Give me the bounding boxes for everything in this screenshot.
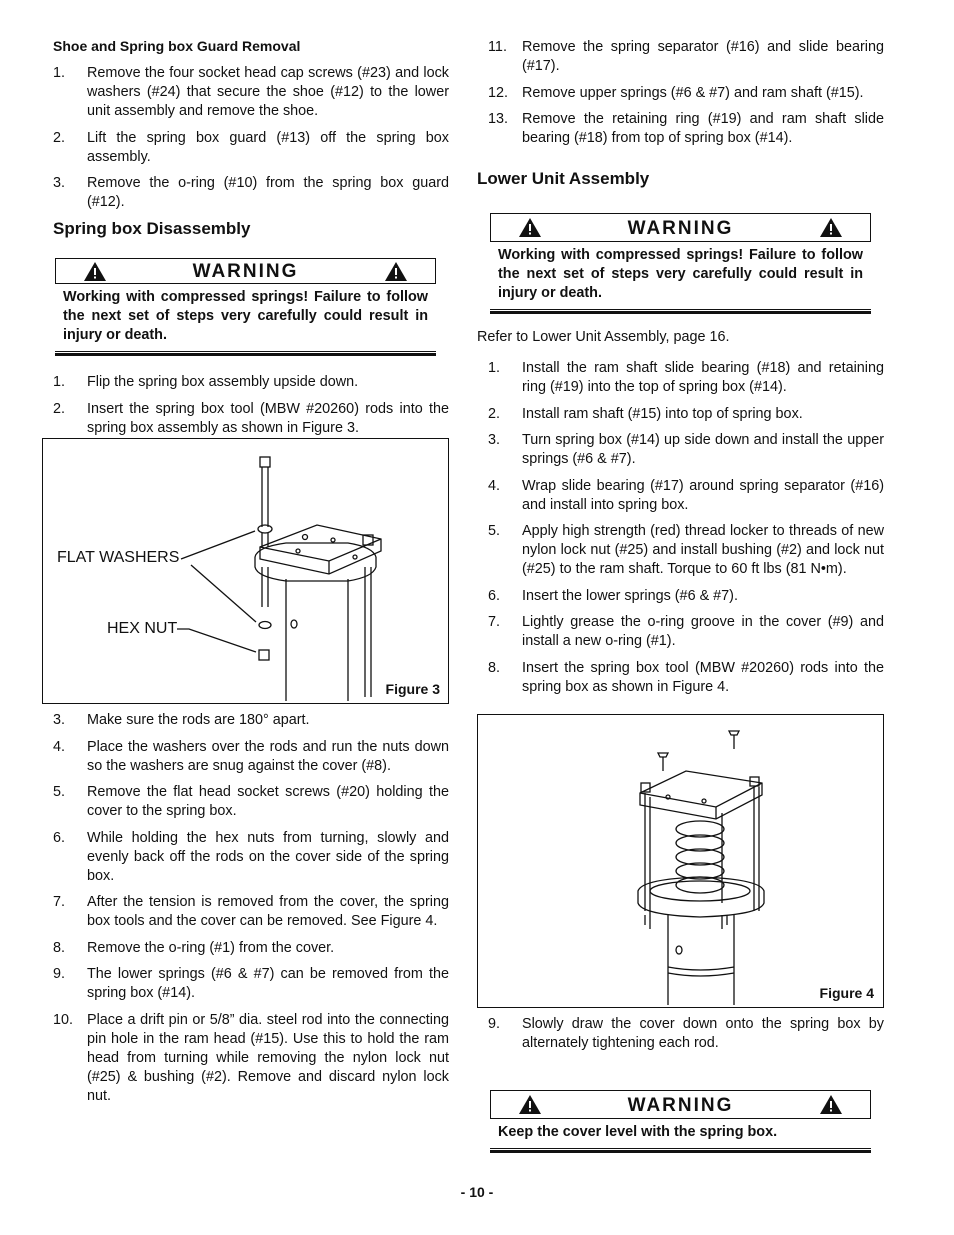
step-number: 5. — [488, 523, 501, 539]
warning-bar — [490, 1090, 871, 1119]
warning-word: WARNING — [627, 1095, 734, 1116]
step-text: Place a drift pin or 5/8” dia. steel rod into the connecting pin hole in the ram head (#15). Use this to hold the ram head from turning while removing the nylon lock nut (#25) & bushing (#2). Remove and discard nylon lock nut. — [87, 1011, 449, 1104]
step-number: 2. — [488, 405, 501, 422]
step-number: 9. — [53, 966, 66, 982]
list-item — [53, 64, 449, 121]
figure-4 — [477, 714, 884, 1008]
warning-box-cover-level — [490, 1090, 871, 1153]
list-item — [53, 829, 449, 886]
step-number: 3. — [53, 712, 66, 728]
step-text: Remove the o-ring (#10) from the spring box guard (#12). — [87, 175, 449, 210]
step-number: 4. — [488, 477, 501, 494]
step-number: 4. — [53, 738, 66, 755]
step-text: While holding the hex nuts from turning, slowly and evenly back off the rods on the cover side of the spring box. — [87, 829, 449, 884]
step-text: Lightly grease the o-ring groove in the cover (#9) and install a new o-ring (#1). — [522, 614, 884, 649]
assembly-steps-e — [488, 1015, 884, 1061]
step-text: Remove the o-ring (#1) from the cover. — [87, 939, 335, 956]
step-text: Remove the flat head socket screws (#20) holding the cover to the spring box. — [87, 784, 449, 819]
warning-triangle-icon — [385, 262, 407, 281]
step-number: 3. — [488, 432, 501, 448]
step-number: 2. — [53, 400, 66, 417]
list-item — [488, 522, 884, 579]
step-number: 13. — [488, 111, 509, 127]
list-item — [53, 174, 449, 212]
list-item — [53, 939, 449, 958]
step-text: Flip the spring box assembly upside down. — [87, 374, 359, 390]
step-text: Remove the retaining ring (#19) and ram shaft slide bearing (#18) from top of spring box (#14). — [522, 111, 884, 146]
list-item — [488, 477, 884, 515]
step-text: Insert the spring box tool (MBW #20260) rods into the spring box assembly as shown in Figure 3. — [87, 400, 449, 436]
guard-steps-list — [53, 64, 449, 220]
warning-bar — [55, 258, 436, 284]
page-number: - 10 - — [460, 1184, 494, 1200]
refer-text: Refer to Lower Unit Assembly, page 16. — [477, 329, 730, 345]
assembly-steps-d — [488, 359, 884, 704]
step-number: 8. — [488, 659, 501, 676]
warning-box-disassembly — [55, 258, 436, 356]
list-item — [488, 359, 884, 397]
step-text: Make sure the rods are 180° apart. — [87, 712, 310, 728]
disassembly-steps-c — [488, 38, 884, 156]
label-flat-washers: FLAT WASHERS — [57, 549, 180, 566]
step-text: After the tension is removed from the cover, the spring box tools and the cover can be removed. See Figure 4. — [87, 894, 449, 929]
step-number: 1. — [488, 360, 501, 376]
disassembly-steps-b — [53, 711, 449, 1113]
figure-3 — [42, 438, 449, 704]
lower-unit-heading: Lower Unit Assembly — [477, 169, 650, 188]
step-number: 7. — [53, 894, 66, 910]
warning-triangle-icon — [820, 1095, 842, 1114]
list-item — [53, 965, 449, 1003]
step-number: 3. — [53, 175, 66, 191]
warning-triangle-icon — [820, 218, 842, 237]
step-number: 7. — [488, 614, 501, 630]
step-number: 2. — [53, 129, 66, 146]
step-text: Install ram shaft (#15) into top of spring box. — [522, 405, 803, 422]
step-number: 6. — [53, 829, 66, 846]
warning-box-lower-unit — [490, 213, 871, 314]
figure-3-caption: Figure 3 — [385, 681, 440, 697]
list-item — [53, 1011, 449, 1106]
figure-3-illustration — [43, 439, 447, 702]
list-item — [488, 38, 884, 76]
warning-bar — [490, 213, 871, 242]
step-number: 12. — [488, 84, 509, 101]
disassembly-steps-a — [53, 373, 449, 445]
list-item — [488, 587, 884, 606]
list-item — [488, 110, 884, 148]
list-item — [53, 893, 449, 931]
warning-rule — [490, 1148, 871, 1153]
list-item — [53, 373, 449, 392]
warning-text: Working with compressed springs! Failure to follow the next set of steps very carefully could result in injury or death. — [498, 247, 863, 301]
warning-word: WARNING — [627, 218, 734, 239]
figure-4-illustration — [478, 715, 882, 1006]
step-number: 1. — [53, 374, 66, 390]
step-text: Lift the spring box guard (#13) off the spring box assembly. — [87, 129, 449, 165]
label-hex-nut: HEX NUT — [107, 620, 178, 637]
list-item — [488, 1015, 884, 1053]
step-text: Slowly draw the cover down onto the spring box by alternately tightening each rod. — [522, 1016, 884, 1051]
warning-word: WARNING — [192, 261, 299, 282]
list-item — [53, 400, 449, 438]
step-text: Place the washers over the rods and run the nuts down so the washers are snug against the cover (#8). — [87, 738, 449, 774]
step-number: 9. — [488, 1016, 501, 1032]
step-text: Insert the lower springs (#6 & #7). — [522, 587, 738, 604]
guard-removal-heading: Shoe and Spring box Guard Removal — [53, 38, 301, 54]
list-item — [488, 659, 884, 697]
list-item — [53, 711, 449, 730]
list-item — [53, 738, 449, 776]
warning-text: Working with compressed springs! Failure to follow the next set of steps very carefully could result in injury or death. — [63, 289, 428, 343]
step-number: 6. — [488, 587, 501, 604]
step-text: Remove the four socket head cap screws (#23) and lock washers (#24) that secure the shoe (#12) to the lower unit assembly and remove the shoe. — [87, 65, 449, 119]
step-text: Apply high strength (red) thread locker to threads of new nylon lock nut (#25) and install bushing (#2) and lock nut (#25) to the ram shaft. Torque to 60 ft lbs (81 N•m). — [522, 523, 884, 577]
disassembly-heading: Spring box Disassembly — [53, 219, 251, 238]
list-item — [53, 129, 449, 167]
warning-rule — [490, 309, 871, 314]
list-item — [488, 613, 884, 651]
warning-rule — [55, 351, 436, 356]
step-text: Remove the spring separator (#16) and slide bearing (#17). — [522, 39, 884, 74]
step-text: The lower springs (#6 & #7) can be removed from the spring box (#14). — [87, 966, 449, 1001]
step-text: Insert the spring box tool (MBW #20260) rods into the spring box as shown in Figure 4. — [522, 659, 884, 695]
step-number: 11. — [488, 39, 507, 55]
step-text: Wrap slide bearing (#17) around spring separator (#16) and install into spring box. — [522, 477, 884, 513]
step-number: 10. — [53, 1011, 74, 1028]
step-number: 1. — [53, 65, 66, 81]
step-text: Turn spring box (#14) up side down and install the upper springs (#6 & #7). — [522, 432, 884, 467]
list-item — [488, 405, 884, 424]
step-text: Remove upper springs (#6 & #7) and ram shaft (#15). — [522, 84, 864, 101]
figure-4-caption: Figure 4 — [819, 985, 874, 1001]
step-number: 5. — [53, 784, 66, 800]
step-number: 8. — [53, 939, 66, 956]
list-item — [488, 84, 884, 103]
step-text: Install the ram shaft slide bearing (#18) and retaining ring (#19) into the top of spring box (#14). — [522, 360, 884, 395]
list-item — [53, 783, 449, 821]
warning-text: Keep the cover level with the spring box. — [498, 1124, 778, 1140]
list-item — [488, 431, 884, 469]
